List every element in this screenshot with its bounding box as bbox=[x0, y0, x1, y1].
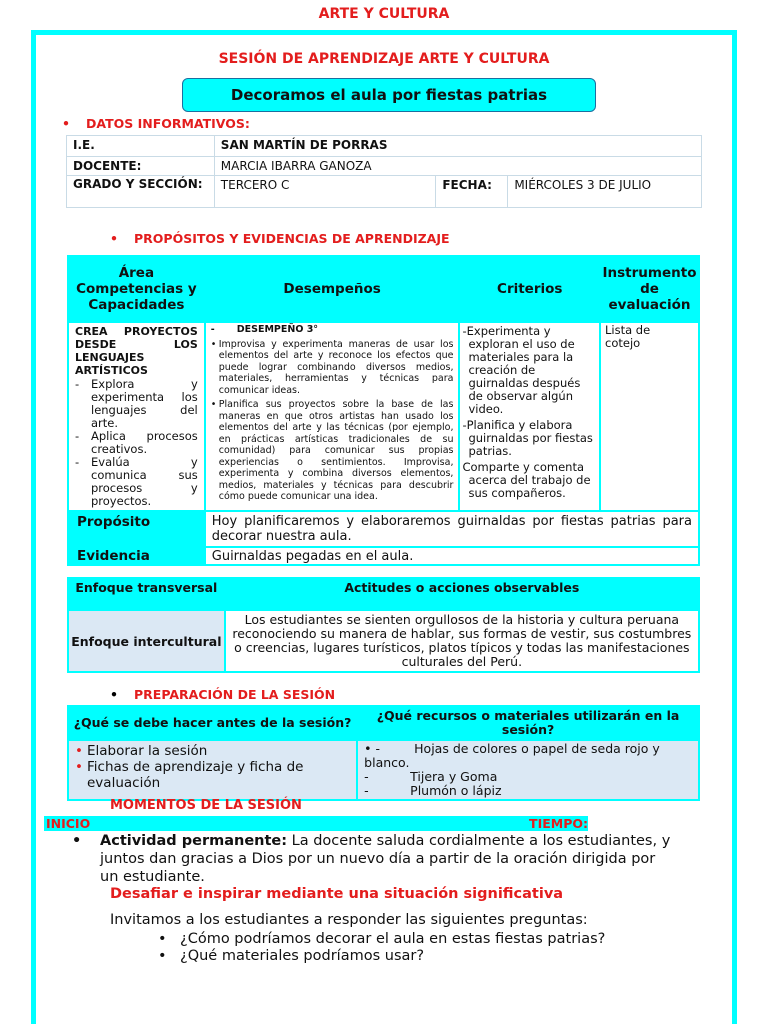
pregunta-item: • ¿Qué materiales podríamos usar? bbox=[158, 948, 425, 964]
col-instrumento: Instrumento de evaluación bbox=[600, 256, 699, 322]
instrumento-cell bbox=[600, 322, 699, 511]
col-enfoque: Enfoque transversal bbox=[68, 578, 225, 610]
antes-cell bbox=[68, 740, 357, 800]
ie-label: I.E. bbox=[67, 136, 215, 157]
col-actitudes: Actitudes o acciones observables bbox=[225, 578, 699, 610]
desempeno-title: - DESEMPEÑO 3° bbox=[210, 324, 319, 335]
col-area: Área Competencias y Capacidades bbox=[68, 256, 205, 322]
capacidad-item: - Aplica procesos creativos. bbox=[75, 429, 198, 456]
competencia-cell bbox=[68, 322, 205, 511]
docente-value: MARCIA IBARRA GANOZA bbox=[214, 157, 701, 176]
docente-label: DOCENTE: bbox=[67, 157, 215, 176]
antes-item: • Fichas de aprendizaje y ficha de evaluación bbox=[75, 759, 304, 791]
col-recursos: ¿Qué recursos o materiales utilizarán en la sesión? bbox=[357, 706, 699, 740]
criterio-item: Comparte y comenta acerca del trabajo de sus compañeros. bbox=[462, 460, 591, 500]
bullet-icon: • bbox=[62, 116, 70, 131]
criterio-item: -Experimenta y exploran el uso de materiales para la creación de guirnaldas después de observar algún video. bbox=[462, 324, 581, 416]
desempeno-item: • Improvisa y experimenta maneras de usar los elementos del arte y reconoce los efectos que puede lograr combinando diversos medios, materiales, herramientas y técnicas para comunicar ideas. bbox=[210, 338, 454, 396]
col-antes: ¿Qué se debe hacer antes de la sesión? bbox=[68, 706, 357, 740]
desafiar-heading: Desafiar e inspirar mediante una situación significativa bbox=[110, 886, 564, 902]
propositos-heading: • PROPÓSITOS Y EVIDENCIAS DE APRENDIZAJE bbox=[110, 231, 450, 246]
preparacion-table bbox=[67, 705, 700, 801]
tiempo-label: TIEMPO: bbox=[320, 816, 588, 831]
recurso-item: - Plumón o lápiz bbox=[364, 783, 502, 798]
actividad-label: Actividad permanente: bbox=[100, 833, 288, 849]
bullet-icon: • bbox=[110, 231, 118, 246]
fecha-label: FECHA: bbox=[436, 176, 508, 208]
grado-label: GRADO Y SECCIÓN: bbox=[67, 176, 215, 208]
invitamos-text: Invitamos a los estudiantes a responder las siguientes preguntas: bbox=[110, 912, 588, 928]
criterio-item: -Planifica y elabora guirnaldas por fiestas patrias. bbox=[462, 418, 593, 458]
recurso-item: - Tijera y Goma bbox=[364, 769, 498, 784]
antes-item: • Elaborar la sesión bbox=[75, 743, 208, 759]
pregunta-item: • ¿Cómo podríamos decorar el aula en estas fiestas patrias? bbox=[158, 931, 606, 947]
col-desempenos: Desempeños bbox=[205, 256, 460, 322]
desempenos-cell bbox=[205, 322, 460, 511]
enfoque-name: Enfoque intercultural bbox=[68, 610, 225, 672]
desempeno-item: • Planifica sus proyectos sobre la base de las maneras en que otros artistas han usado los elementos del arte y las técnicas (por ejemplo, en prácticas artísticas tradicionales de su comunidad) para comunicar sus propias experiencias o sentimientos. Improvisa, experimenta y combina diversos elementos, medios, materiales y técnicas para descubrir cómo puede comunicar una idea. bbox=[210, 399, 454, 502]
evidencia-label: Evidencia bbox=[68, 547, 205, 565]
ie-value: SAN MARTÍN DE PORRAS bbox=[214, 136, 701, 157]
enfoque-table bbox=[67, 577, 700, 673]
fecha-value: MIÉRCOLES 3 DE JULIO bbox=[508, 176, 702, 208]
actividad-text: La docente saluda cordialmente a los estudiantes, y juntos dan gracias a Dios por un nuevo día a partir de la oración dirigida por un estudiante. bbox=[100, 833, 671, 885]
area-title: ARTE Y CULTURA bbox=[318, 6, 450, 22]
capacidad-item: - Evalúa y comunica sus procesos y proyectos. bbox=[75, 455, 198, 508]
bullet-icon: • bbox=[72, 833, 82, 849]
evidencia-text: Guirnaldas pegadas en el aula. bbox=[205, 547, 699, 565]
bullet-icon: • bbox=[110, 687, 118, 702]
capacidad-item: - Explora y experimenta los lenguajes del arte. bbox=[75, 377, 198, 430]
recurso-item: • - Hojas de colores o papel de seda rojo y blanco. bbox=[364, 741, 660, 770]
col-criterios: Criterios bbox=[459, 256, 600, 322]
proposito-text: Hoy planificaremos y elaboraremos guirnaldas por fiestas patrias para decorar nuestra aula. bbox=[205, 511, 699, 547]
topic-box bbox=[182, 78, 596, 112]
preparacion-heading: • PREPARACIÓN DE LA SESIÓN bbox=[110, 687, 336, 702]
competencia-title: CREA PROYECTOS DESDE LOS LENGUAJES ARTÍSTICOS bbox=[75, 325, 198, 377]
proposito-label: Propósito bbox=[68, 511, 205, 547]
actividad-permanente bbox=[72, 832, 672, 886]
inicio-label: INICIO bbox=[44, 816, 320, 831]
instrumento-value: Lista de cotejo bbox=[605, 323, 651, 350]
propositos-table bbox=[67, 255, 700, 566]
session-title: SESIÓN DE APRENDIZAJE ARTE Y CULTURA bbox=[218, 51, 550, 67]
grado-value: TERCERO C bbox=[214, 176, 436, 208]
criterios-cell bbox=[459, 322, 600, 511]
datos-table bbox=[66, 135, 702, 208]
datos-heading: • DATOS INFORMATIVOS: bbox=[62, 116, 250, 131]
topic-title: Decoramos el aula por fiestas patrias bbox=[230, 86, 548, 104]
recursos-cell bbox=[357, 740, 699, 800]
actitud-text: Los estudiantes se sienten orgullosos de la historia y cultura peruana reconociendo su manera de hablar, sus formas de vestir, sus costumbres o creencias, lugares turísticos, platos típicos y todas las manifestaciones culturales del Perú. bbox=[225, 610, 699, 672]
momentos-heading: MOMENTOS DE LA SESIÓN bbox=[110, 798, 302, 813]
